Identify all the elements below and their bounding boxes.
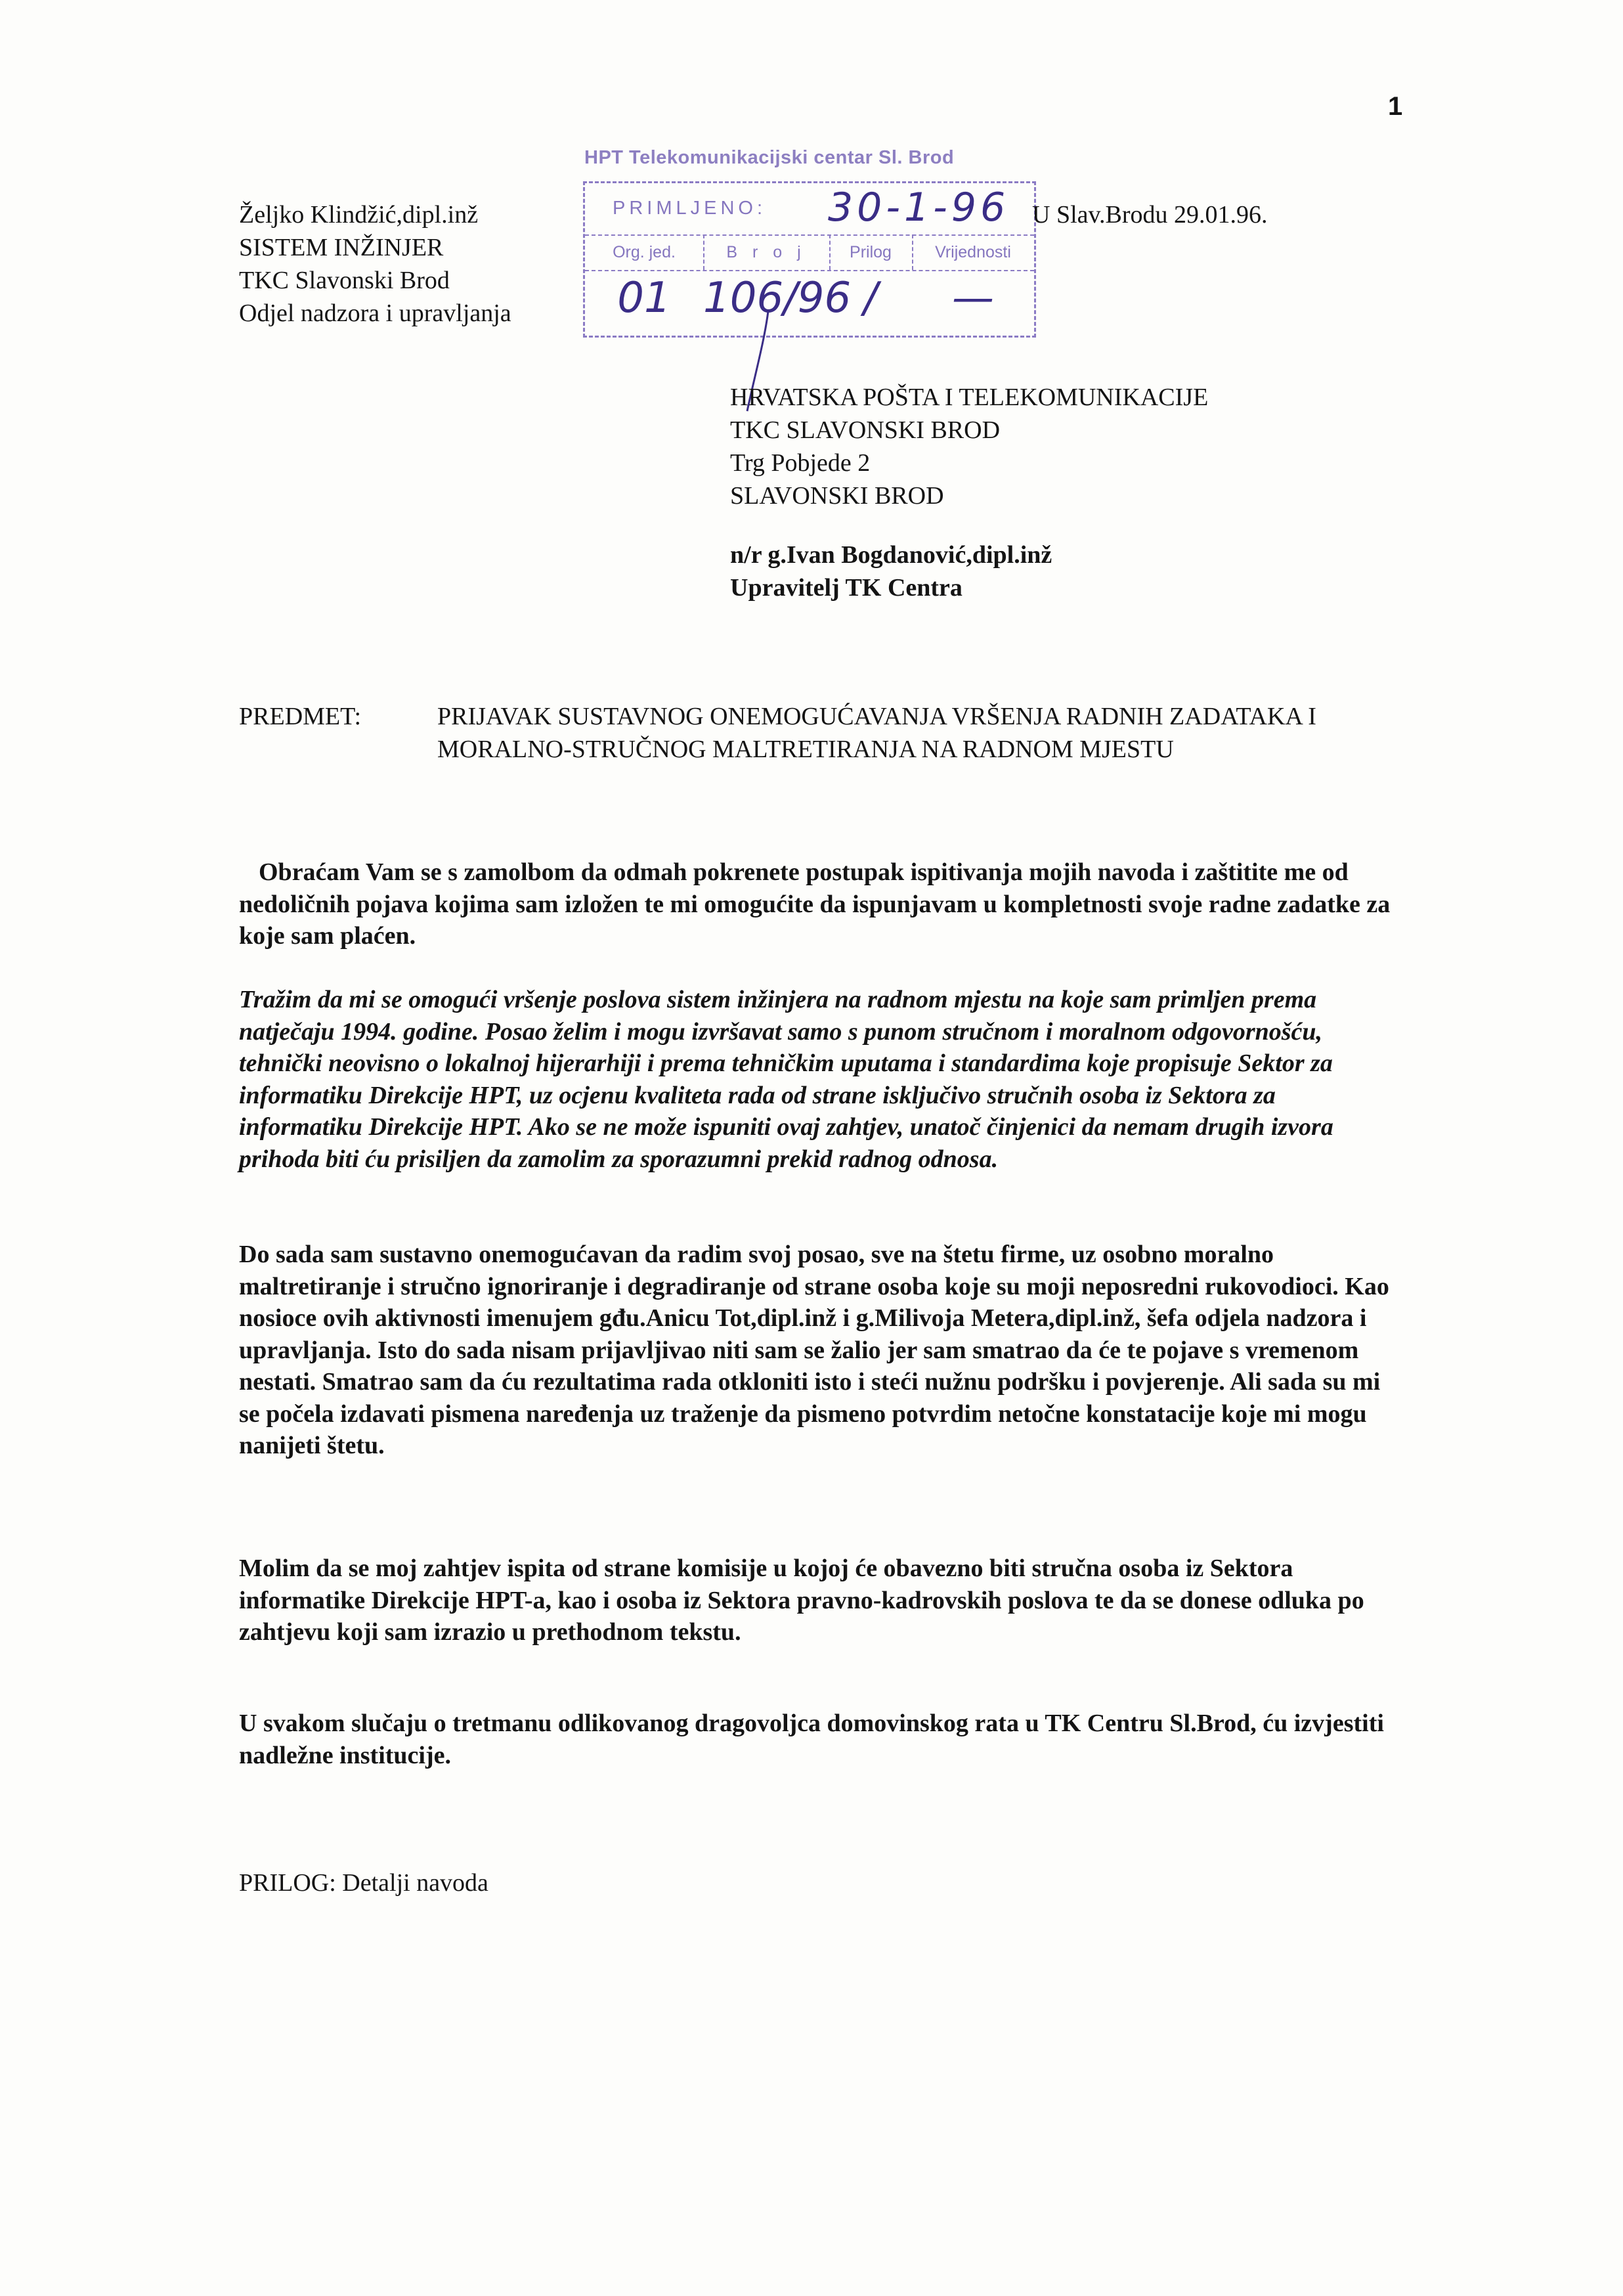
page-number: 1	[1388, 92, 1403, 121]
recipient-line: Trg Pobjede 2	[730, 449, 871, 477]
recipient-block	[730, 381, 1208, 512]
sender-title: SISTEM INŽINJER	[239, 234, 444, 261]
stamp-val-org: 01	[617, 274, 671, 322]
body-paragraph: Obraćam Vam se s zamolbom da odmah pokrenete postupak ispitivanja mojih navoda i zaštitite me od nedoličnih pojava kojima sam izložen te mi omogućite da ispunjavam u kompletnosti svoje radne zadatke za koje sam plaćen.	[239, 858, 1391, 950]
received-stamp	[583, 181, 1036, 338]
stamp-column-headers	[585, 234, 1034, 271]
body-paragraph-request: Tražim da mi se omogući vršenje poslova sistem inžinjera na radnom mjestu na koje sam primljen prema natječaju 1994. godine. Posao želim i mogu izvršavat samo s punom stručnom i moralnom odgovornošću, tehnički neovisno o lokalnoj hijerarhiji i prema tehničkim uputama i standardima koje propisuje Sektor za informatiku Direkcije HPT, uz ocjenu kvaliteta rada od strane isključivo stručnih osoba iz Sektora za informatiku Direkcije HPT. Ako se ne može ispuniti ovaj zahtjev, unatoč činjenici da nemam drugih izvora prihoda biti ću prisiljen da zamolim za sporazumni prekid radnog odnosa.	[239, 986, 1333, 1173]
sender-block	[239, 198, 511, 330]
stamp-col-attachment: Prilog	[829, 234, 913, 270]
stamp-val-value: —	[952, 274, 994, 322]
stamp-received-date: 30-1-96	[828, 185, 1010, 231]
recipient-line: SLAVONSKI BROD	[730, 482, 944, 510]
attention-block	[730, 539, 1052, 604]
stamp-val-attachment: /	[863, 274, 878, 322]
attention-line: Upravitelj TK Centra	[730, 574, 963, 602]
stamp-header: HPT Telekomunikacijski centar Sl. Brod	[584, 147, 955, 168]
attachment-line: PRILOG: Detalji navoda	[239, 1869, 488, 1897]
stamp-col-value: Vrijednosti	[935, 243, 1011, 261]
sender-name: Željko Klindžić,dipl.inž	[239, 201, 479, 229]
recipient-line: TKC SLAVONSKI BROD	[730, 416, 1001, 444]
stamp-col-number: B r o j	[703, 234, 831, 270]
recipient-line: HRVATSKA POŠTA I TELEKOMUNIKACIJE	[730, 384, 1209, 411]
stamp-received-label: PRIMLJENO:	[613, 198, 767, 219]
sender-office: TKC Slavonski Brod	[239, 267, 450, 294]
body-paragraph: Do sada sam sustavno onemogućavan da radim svoj posao, sve na štetu firme, uz osobno moralno maltretiranje i stručno ignoriranje i degradiranje od strane osoba koje su moji neposredni rukovodioci. Kao nosioce ovih aktivnosti imenujem gđu.Anicu Tot,dipl.inž i g.Milivoja Metera,dipl.inž, šefa odjela nadzora i upravljanja. Isto do sada nisam prijavljivao niti sam se žalio jer sam smatrao da će te pojave s vremenom nestati. Smatrao sam da ću rezultatima rada otkloniti isto i steći nužnu podršku i povjerenje. Ali sada su mi se počela izdavati pismena naređenja uz traženje da pismeno potvrdim netočne konstatacije koje mi mogu nanijeti štetu.	[239, 1241, 1389, 1459]
stamp-val-number: 106/96	[703, 274, 852, 322]
stamp-col-org: Org. jed.	[585, 234, 704, 270]
subject-text: PRIJAVAK SUSTAVNOG ONEMOGUĆAVANJA VRŠENJA RADNIH ZADATAKA I MORALNO-STRUČNOG MALTRETIRANJA NA RADNOM MJESTU	[437, 703, 1316, 763]
place-date: U Slav.Brodu 29.01.96.	[1032, 201, 1268, 229]
stamp-received-row	[585, 183, 1034, 236]
subject-label: PREDMET:	[239, 703, 362, 730]
body-paragraph: U svakom slučaju o tretmanu odlikovanog dragovoljca domovinskog rata u TK Centru Sl.Brod, ću izvjestiti nadležne institucije.	[239, 1710, 1384, 1769]
stamp-values	[585, 270, 1034, 336]
body-paragraph: Molim da se moj zahtjev ispita od strane komisije u kojoj će obavezno biti stručna osoba iz Sektora informatike Direkcije HPT-a, kao i osoba iz Sektora pravno-kadrovskih poslova te da se donese odluka po zahtjevu koji sam izrazio u prethodnom tekstu.	[239, 1555, 1364, 1646]
attention-line: n/r g.Ivan Bogdanović,dipl.inž	[730, 541, 1052, 569]
sender-department: Odjel nadzora i upravljanja	[239, 299, 511, 327]
